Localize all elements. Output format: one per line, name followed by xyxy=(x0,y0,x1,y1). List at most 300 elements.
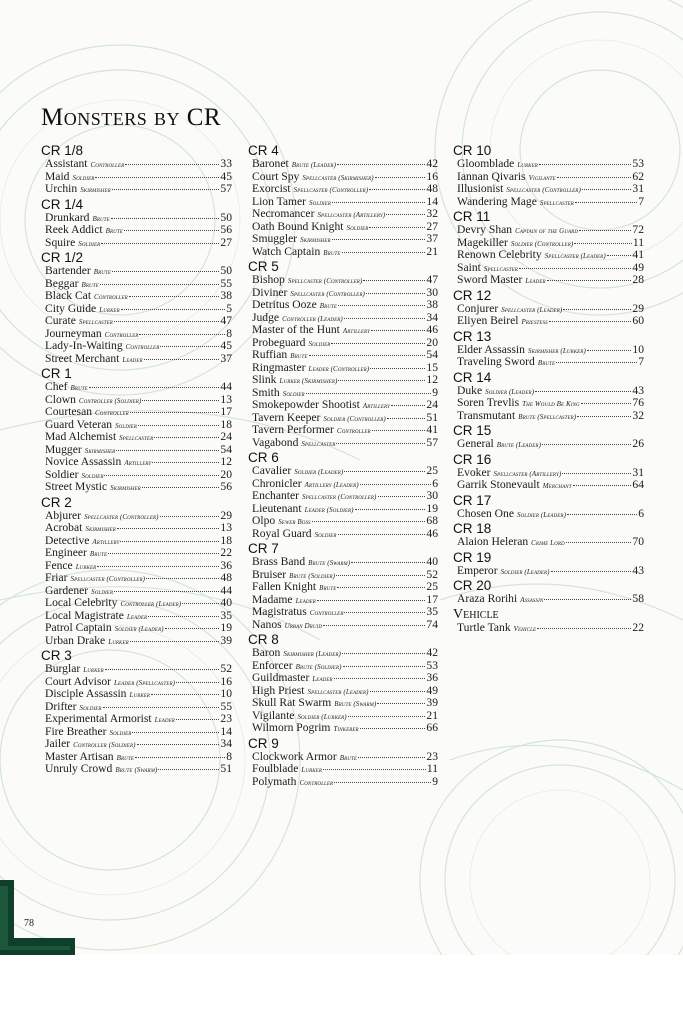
dot-leader xyxy=(544,599,631,600)
monster-name: Eliyen Beirel xyxy=(457,314,519,327)
monster-entry xyxy=(41,663,232,676)
monster-role: Controller (Leader) xyxy=(120,600,182,608)
monster-name: Master of the Hunt xyxy=(252,323,340,336)
page-ref: 28 xyxy=(632,273,644,286)
monster-name: Iannan Qivaris xyxy=(457,169,526,183)
cr-heading: CR 15 xyxy=(453,423,492,438)
dot-leader xyxy=(337,164,425,165)
cr-heading: CR 5 xyxy=(248,259,279,274)
dot-leader xyxy=(563,309,631,310)
monster-entry xyxy=(41,406,232,419)
monster-role: Captain of the Guard xyxy=(515,227,579,235)
page-ref: 56 xyxy=(220,480,232,493)
page-ref: 60 xyxy=(632,314,644,327)
dot-leader xyxy=(566,542,632,543)
monster-role: Assassin xyxy=(520,596,544,604)
monster-role: Skirmisher xyxy=(80,186,111,194)
page-ref: 35 xyxy=(426,605,438,618)
dot-leader xyxy=(154,437,219,438)
page-ref: 16 xyxy=(426,169,438,183)
monster-name: Burglar xyxy=(45,662,81,675)
dot-leader xyxy=(342,252,426,253)
monster-role: Spellcaster xyxy=(301,439,336,448)
monster-name: Acrobat xyxy=(45,521,83,534)
dot-leader xyxy=(562,473,631,474)
page-ref: 44 xyxy=(220,380,232,393)
monster-entry xyxy=(453,158,644,171)
page-ref: 24 xyxy=(426,398,438,411)
monster-entry xyxy=(248,349,438,362)
dot-leader xyxy=(587,350,632,351)
dot-leader xyxy=(519,268,632,269)
monster-role: Artillery (Leader) xyxy=(304,480,359,489)
monster-name: Transmutant xyxy=(457,408,516,422)
monster-name: Maid xyxy=(45,169,70,183)
monster-name: Alaion Heleran xyxy=(457,535,529,548)
monster-role: Spellcaster xyxy=(78,318,113,326)
monster-entry xyxy=(248,581,438,594)
monster-role: Soldier xyxy=(314,530,337,539)
dot-leader xyxy=(377,703,425,704)
page-number: 78 xyxy=(24,918,34,929)
cr-heading: CR 1 xyxy=(41,366,72,381)
monster-role: Soldier xyxy=(308,339,331,348)
dot-leader xyxy=(137,744,220,745)
monster-name: Mad Alchemist xyxy=(45,430,117,443)
page-ref: 15 xyxy=(426,360,438,374)
monster-entry xyxy=(41,315,232,328)
page-ref: 53 xyxy=(632,157,644,170)
monster-role: Artillery xyxy=(362,402,390,410)
monster-role: Controller xyxy=(336,427,371,435)
monster-role: Sewer Boss xyxy=(278,518,311,526)
monster-entry xyxy=(453,622,644,635)
monster-name: Gloomblade xyxy=(457,157,515,170)
monster-role: Spellcaster xyxy=(539,198,574,207)
monster-entry xyxy=(41,237,232,250)
monster-name: Urchin xyxy=(45,182,78,195)
monster-name: Soren Trevlis xyxy=(457,396,520,409)
monster-role: Soldier (Leader) xyxy=(500,567,550,576)
dot-leader xyxy=(342,653,425,654)
page-ref: 21 xyxy=(426,244,438,258)
dot-leader xyxy=(539,164,631,165)
page-ref: 11 xyxy=(426,762,438,775)
dot-leader xyxy=(344,471,425,472)
page-ref: 25 xyxy=(426,580,438,593)
monster-name: Traveling Sword xyxy=(457,355,535,368)
dot-leader xyxy=(348,716,426,717)
page-ref: 32 xyxy=(426,207,438,220)
monster-name: High Priest xyxy=(252,683,305,697)
monster-role: Lurker xyxy=(517,161,538,169)
page-ref: 54 xyxy=(220,442,232,456)
page-ref: 39 xyxy=(220,633,232,647)
monster-role: Leader xyxy=(295,596,316,605)
monster-entry xyxy=(248,515,438,528)
dot-leader xyxy=(312,521,426,522)
dot-leader xyxy=(337,587,425,588)
page-ref: 23 xyxy=(220,712,232,725)
dot-leader xyxy=(343,666,426,667)
cr-group xyxy=(453,423,644,451)
cr-group xyxy=(248,143,438,258)
dot-leader xyxy=(535,391,631,392)
cr-group xyxy=(453,143,644,208)
monster-role: Brute xyxy=(339,753,357,762)
dot-leader xyxy=(120,541,219,542)
monster-name: Watch Captain xyxy=(252,244,321,258)
page-ref: 50 xyxy=(220,264,232,277)
monster-role: Leader xyxy=(154,716,175,724)
monster-entry xyxy=(248,274,438,287)
dot-leader xyxy=(148,616,219,617)
monster-name: Chef xyxy=(45,380,68,393)
monster-role: Spellcaster (Controller) xyxy=(506,186,581,194)
cr-group xyxy=(41,143,232,196)
monster-name: Gardener xyxy=(45,583,89,597)
monster-name: Smuggler xyxy=(252,232,298,245)
monster-role: Brute xyxy=(319,584,337,592)
page-ref: 31 xyxy=(632,182,644,195)
monster-role: The Would Be King xyxy=(522,400,580,408)
cr-heading: CR 12 xyxy=(453,287,492,303)
monster-name: Renown Celebrity xyxy=(457,248,542,261)
dot-leader xyxy=(371,330,425,331)
page-ref: 13 xyxy=(220,392,232,406)
page-ref: 29 xyxy=(220,508,232,522)
monster-role: Skirmisher xyxy=(85,525,116,533)
monster-role: Leader xyxy=(312,675,333,683)
monster-role: Brute xyxy=(290,352,308,360)
page-ref: 9 xyxy=(432,774,438,788)
monster-role: Controller xyxy=(299,778,334,787)
dot-leader xyxy=(370,691,426,692)
monster-role: Spellcaster (Skirmisher) xyxy=(302,173,374,182)
monster-name: Lieutenant xyxy=(252,501,302,515)
cr-heading: CR 18 xyxy=(453,521,492,536)
page-ref: 44 xyxy=(220,583,232,597)
dot-leader xyxy=(114,321,219,322)
dot-leader xyxy=(139,334,225,335)
monster-role: Priestess xyxy=(521,318,548,326)
dot-leader xyxy=(182,603,219,604)
monster-name: Nanos xyxy=(252,617,282,631)
dot-leader xyxy=(104,475,219,476)
dot-leader xyxy=(355,509,426,510)
dot-leader xyxy=(573,485,632,486)
dot-leader xyxy=(542,444,631,445)
page-ref: 51 xyxy=(220,762,232,775)
cr-group xyxy=(248,632,438,735)
page-ref: 37 xyxy=(220,351,232,365)
monster-name: Madame xyxy=(252,592,293,606)
monster-entry xyxy=(453,397,644,410)
monster-role: Spellcaster (Leader) xyxy=(544,252,606,260)
monster-role: Lurker xyxy=(129,691,151,699)
page-ref: 43 xyxy=(632,383,644,397)
monster-role: Controller xyxy=(125,343,160,351)
monster-role: Soldier (Leader) xyxy=(294,468,344,476)
monster-entry xyxy=(453,356,644,369)
dot-leader xyxy=(142,487,220,488)
monster-role: Brute xyxy=(319,302,337,310)
monster-entry xyxy=(41,560,232,573)
monster-name: Local Magistrate xyxy=(45,608,124,622)
monster-role: Brute xyxy=(323,248,341,257)
monster-role: Spellcaster (Controller) xyxy=(287,277,363,285)
cr-heading: Vehicle xyxy=(453,606,499,622)
dot-leader xyxy=(89,387,220,388)
monster-name: Duke xyxy=(457,383,483,397)
cr-heading: CR 14 xyxy=(453,369,492,385)
dot-leader xyxy=(370,368,425,369)
page-ref: 64 xyxy=(632,478,644,491)
page-ref: 27 xyxy=(426,219,438,233)
monster-name: Guard Veteran xyxy=(45,417,113,431)
monster-role: Soldier xyxy=(346,223,369,232)
page-ref: 41 xyxy=(632,248,644,261)
monster-name: Baron xyxy=(252,646,281,659)
page-ref: 14 xyxy=(426,194,438,208)
monster-entry xyxy=(248,490,438,503)
page-ref: 39 xyxy=(426,696,438,709)
page-ref: 19 xyxy=(426,501,438,515)
monster-role: Controller xyxy=(90,161,125,169)
page-ref: 46 xyxy=(426,526,438,540)
monster-name: Royal Guard xyxy=(252,526,312,540)
monster-name: Ruffian xyxy=(252,348,288,361)
page-ref: 6 xyxy=(638,506,644,520)
monster-name: Experimental Armorist xyxy=(45,712,152,725)
monster-role: Soldier xyxy=(81,471,104,480)
monster-entry xyxy=(453,249,644,262)
monster-name: City Guide xyxy=(45,301,97,315)
monster-role: Spellcaster (Artillery) xyxy=(493,469,562,478)
dot-leader xyxy=(574,243,632,244)
monster-role: Brute (Leader) xyxy=(291,161,337,169)
monster-entry xyxy=(248,246,438,259)
cr-heading: CR 1/8 xyxy=(41,143,84,158)
dot-leader xyxy=(130,412,220,413)
dot-leader xyxy=(338,380,425,381)
page-ref: 76 xyxy=(632,396,644,409)
page-ref: 11 xyxy=(632,235,644,249)
dot-leader xyxy=(386,214,425,215)
monster-role: Vigilante xyxy=(528,173,556,182)
monster-name: Necromancer xyxy=(252,207,315,220)
column-1 xyxy=(41,143,232,776)
monster-role: Brute xyxy=(92,214,110,223)
cr-heading: CR 19 xyxy=(453,549,492,565)
dot-leader xyxy=(375,177,426,178)
monster-name: Master Artisan xyxy=(45,749,114,763)
dot-leader xyxy=(130,641,220,642)
page-ref: 52 xyxy=(220,662,232,675)
page-ref: 62 xyxy=(632,169,644,183)
dot-leader xyxy=(549,321,632,322)
monster-name: Tavern Performer xyxy=(252,423,334,436)
monster-entry xyxy=(41,265,232,278)
monster-role: Controller xyxy=(104,330,139,339)
monster-name: Court Advisor xyxy=(45,674,112,688)
cr-group xyxy=(453,607,644,635)
monster-name: General xyxy=(457,437,494,450)
monster-role: Vehicle xyxy=(513,624,537,633)
monster-entry xyxy=(248,465,438,478)
monster-name: Garrik Stonevault xyxy=(457,478,540,491)
page-ref: 31 xyxy=(632,465,644,479)
monster-role: Brute xyxy=(70,384,88,392)
monster-role: Merchant xyxy=(542,482,572,490)
dot-leader xyxy=(351,562,425,563)
monster-role: Controller (Soldier) xyxy=(73,741,136,749)
page-ref: 47 xyxy=(220,314,232,327)
cr-group xyxy=(248,259,438,449)
page-ref: 12 xyxy=(426,373,438,386)
monster-name: Patrol Captain xyxy=(45,621,112,634)
dot-leader xyxy=(575,202,637,203)
monster-entry xyxy=(248,722,438,735)
monster-name: Street Mystic xyxy=(45,480,108,493)
monster-name: Novice Assassin xyxy=(45,455,122,468)
monster-entry xyxy=(41,481,232,494)
monster-role: Brute xyxy=(537,359,556,367)
cr-group xyxy=(41,197,232,250)
monster-entry xyxy=(41,381,232,394)
monster-name: Fence xyxy=(45,558,73,572)
dot-leader xyxy=(317,600,426,601)
monster-role: Brute (Soldier) xyxy=(295,662,342,671)
page-ref: 35 xyxy=(220,608,232,622)
monster-role: Soldier xyxy=(79,703,102,712)
page-ref: 34 xyxy=(426,310,438,324)
monster-entry xyxy=(41,353,232,366)
page-ref: 20 xyxy=(220,467,232,481)
cr-heading: CR 2 xyxy=(41,494,72,510)
page-ref: 5 xyxy=(226,301,232,315)
page-ref: 53 xyxy=(426,658,438,672)
monster-name: Araza Rorihi xyxy=(457,592,518,605)
monster-role: Spellcaster (Controller) xyxy=(290,289,365,298)
page-ref: 12 xyxy=(220,455,232,468)
monster-entry xyxy=(41,431,232,444)
dot-leader xyxy=(557,177,632,178)
dot-leader xyxy=(334,678,426,679)
page-ref: 34 xyxy=(220,737,232,750)
page-ref: 38 xyxy=(220,289,232,302)
dot-leader xyxy=(582,189,632,190)
cr-group xyxy=(453,521,644,549)
dot-leader xyxy=(105,669,220,670)
monster-name: Beggar xyxy=(45,276,79,290)
monster-name: Brass Band xyxy=(252,555,306,568)
monster-name: Fire Breather xyxy=(45,724,107,738)
page-ref: 40 xyxy=(426,555,438,568)
monster-entry xyxy=(453,224,644,237)
monster-entry xyxy=(248,619,438,632)
monster-entry xyxy=(248,299,438,312)
page-ref: 8 xyxy=(226,326,232,340)
page-ref: 16 xyxy=(220,674,232,688)
monster-role: Brute xyxy=(89,550,108,558)
monster-entry xyxy=(41,738,232,751)
monster-entry xyxy=(248,672,438,685)
dot-leader xyxy=(100,284,220,285)
monster-entry xyxy=(41,224,232,237)
cr-group xyxy=(453,452,644,492)
monster-name: Evoker xyxy=(457,465,491,479)
monster-name: Illusionist xyxy=(457,182,504,195)
monster-role: Brute (Spellcaster) xyxy=(518,412,577,421)
page-ref: 58 xyxy=(632,592,644,605)
monster-entry xyxy=(453,274,644,287)
dot-leader xyxy=(114,591,219,592)
monster-name: Probeguard xyxy=(252,335,306,349)
page-ref: 55 xyxy=(220,699,232,713)
monster-role: Soldier (Controller) xyxy=(510,239,574,248)
cr-group xyxy=(453,288,644,328)
monster-role: Brute xyxy=(93,268,111,276)
dot-leader xyxy=(112,271,219,272)
monster-role: Spellcaster xyxy=(483,264,518,273)
dot-leader xyxy=(331,343,425,344)
monster-entry xyxy=(41,713,232,726)
page-ref: 25 xyxy=(426,464,438,477)
monster-role: Soldier xyxy=(309,198,332,207)
page-ref: 10 xyxy=(632,342,644,356)
monster-name: Smith xyxy=(252,385,280,399)
monster-role: Soldier xyxy=(109,728,132,737)
page-ref: 24 xyxy=(220,430,232,443)
monster-name: Ringmaster xyxy=(252,360,306,374)
monster-name: Exorcist xyxy=(252,182,291,195)
dot-leader xyxy=(360,728,426,729)
monster-name: Wandering Mage xyxy=(457,194,537,208)
dot-leader xyxy=(116,450,219,451)
monster-entry xyxy=(248,556,438,569)
monster-name: Smokepowder Shootist xyxy=(252,398,360,411)
monster-name: Jailer xyxy=(45,737,71,750)
monster-entry xyxy=(248,424,438,437)
monster-name: Slink xyxy=(252,373,277,386)
page-ref: 22 xyxy=(632,620,644,634)
monster-name: Guildmaster xyxy=(252,671,310,684)
monster-role: Spellcaster (Controller) xyxy=(84,512,159,521)
dot-leader xyxy=(309,355,426,356)
monster-entry xyxy=(41,635,232,648)
dot-leader xyxy=(372,430,426,431)
monster-entry xyxy=(453,593,644,606)
monster-name: Bartender xyxy=(45,264,91,277)
monster-role: Brute (Leader) xyxy=(496,441,542,449)
monster-name: Friar xyxy=(45,571,68,584)
dot-leader xyxy=(151,694,219,695)
monster-role: Soldier xyxy=(78,239,101,248)
monster-name: Elder Assassin xyxy=(457,342,525,356)
monster-role: Leader (Soldier) xyxy=(304,505,354,514)
dot-leader xyxy=(551,571,632,572)
page-ref: 43 xyxy=(632,563,644,577)
monster-role: Brute (Swarm) xyxy=(308,559,351,567)
cr-heading: CR 4 xyxy=(248,143,279,158)
monster-name: Black Cat xyxy=(45,289,92,302)
monster-role: Spellcaster (Leader) xyxy=(307,687,369,696)
monster-name: Fallen Knight xyxy=(252,580,317,593)
page-ref: 41 xyxy=(426,423,438,436)
dot-leader xyxy=(363,280,425,281)
page-ref: 22 xyxy=(220,546,232,559)
